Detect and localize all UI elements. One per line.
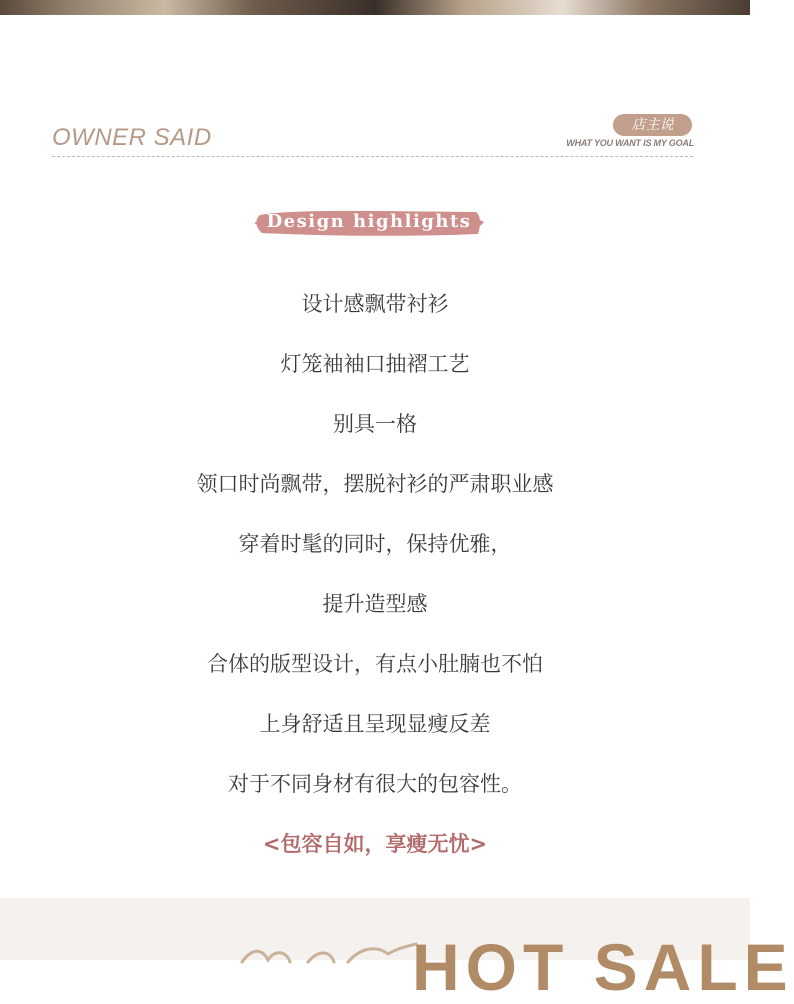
copy-line: 灯笼袖袖口抽褶工艺	[280, 352, 470, 376]
copy-line: 合体的版型设计，有点小肚腩也不怕	[207, 652, 543, 676]
section-title: OWNER SAID	[52, 124, 212, 151]
copy-line: 上身舒适且呈现显瘦反差	[259, 712, 491, 736]
copy-line: 领口时尚飘带，摆脱衬衫的严肃职业感	[196, 472, 554, 496]
design-highlights-text: Design highlights	[266, 211, 472, 232]
copy-line: 设计感飘带衬衫	[301, 292, 449, 316]
copy-line: 提升造型感	[322, 592, 428, 616]
dashed-divider	[52, 156, 693, 157]
slogan: <包容自如，享瘦无忧>	[262, 832, 488, 856]
hot-sale-title: HOT SALE	[412, 930, 794, 1004]
script-flourish-icon	[238, 940, 418, 964]
design-highlights-label	[254, 206, 484, 240]
copy-line: 穿着时髦的同时，保持优雅，	[238, 532, 512, 556]
tagline: WHAT YOU WANT IS MY GOAL	[566, 138, 694, 148]
owner-badge: 店主说	[613, 114, 692, 136]
copy-line: 别具一格	[333, 412, 417, 436]
copy-line: 对于不同身材有很大的包容性。	[228, 772, 522, 796]
product-photo-bottom-edge	[0, 0, 750, 15]
